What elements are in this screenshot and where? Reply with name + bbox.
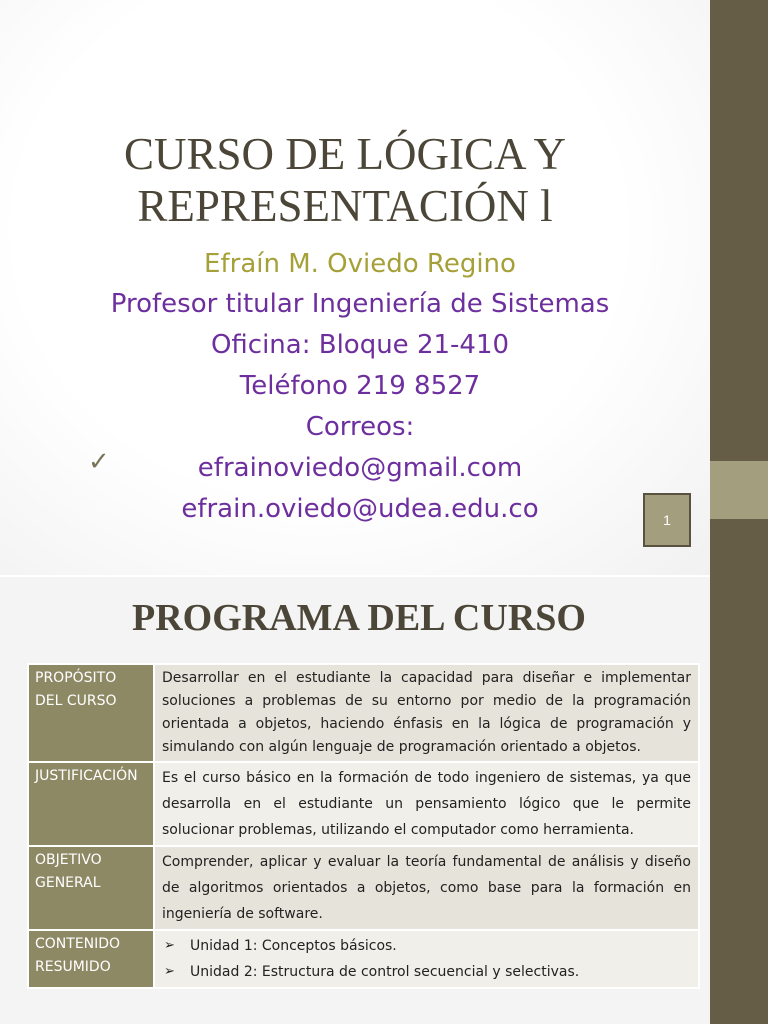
course-title-line-2: REPRESENTACIÓN l bbox=[137, 181, 553, 231]
unit-text: Unidad 2: Estructura de control secuencial y selectivas. bbox=[190, 964, 580, 980]
table-row bbox=[28, 762, 699, 846]
arrow-bullet-icon: ➢ bbox=[164, 938, 175, 953]
row-label-justificacion: JUSTIFICACIÓN bbox=[28, 762, 154, 846]
table-row bbox=[28, 846, 699, 930]
row-label-contenido: CONTENIDO RESUMIDO bbox=[28, 930, 154, 988]
sidebar-accent-band bbox=[710, 461, 768, 519]
table-row bbox=[28, 930, 699, 988]
emails-label: Correos: bbox=[305, 412, 415, 442]
office-info: Oficina: Bloque 21-410 bbox=[210, 330, 510, 360]
list-item bbox=[162, 959, 691, 985]
row-text-justificacion: Es el curso básico en la formación de todo ingeniero de sistemas, ya que desarrolla en el estudiante un pensamiento lógico que le permite solucionar problemas, utilizando el computador como herramienta. bbox=[154, 762, 699, 846]
author-name: Efraín M. Oviedo Regino bbox=[204, 249, 516, 279]
email-gmail: efrainoviedo@gmail.com bbox=[197, 453, 523, 483]
row-text-objetivo: Comprender, aplicar y evaluar la teoría fundamental de análisis y diseño de algoritmos orientados a objetos, como base para la formación en ingeniería de software. bbox=[154, 846, 699, 930]
row-content-units bbox=[154, 930, 699, 988]
row-text-proposito: Desarrollar en el estudiante la capacidad para diseñar e implementar soluciones a problemas de su entorno por medio de la programación orientada a objetos, haciendo énfasis en la lógica de programación y simulando con algún lenguaje de programación orientado a objetos. bbox=[154, 664, 699, 762]
row-label-objetivo: OBJETIVO GENERAL bbox=[28, 846, 154, 930]
email-udea: efrain.oviedo@udea.edu.co bbox=[181, 494, 539, 524]
program-title: PROGRAMA DEL CURSO bbox=[132, 597, 586, 639]
phone-info: Teléfono 219 8527 bbox=[239, 371, 481, 401]
course-title-line-1: CURSO DE LÓGICA Y bbox=[123, 129, 567, 179]
units-list bbox=[162, 933, 691, 985]
row-label-proposito: PROPÓSITO DEL CURSO bbox=[28, 664, 154, 762]
checkmark-icon: ✓ bbox=[88, 447, 110, 477]
course-title bbox=[100, 128, 590, 232]
page-number: 1 bbox=[663, 512, 671, 528]
author-position: Profesor titular Ingeniería de Sistemas bbox=[110, 289, 610, 319]
arrow-bullet-icon: ➢ bbox=[164, 964, 175, 979]
unit-text: Unidad 1: Conceptos básicos. bbox=[190, 938, 397, 954]
course-program-table bbox=[27, 663, 700, 989]
table-row bbox=[28, 664, 699, 762]
page-number-badge bbox=[643, 493, 691, 547]
sidebar-decoration bbox=[710, 0, 768, 1024]
list-item bbox=[162, 933, 691, 959]
